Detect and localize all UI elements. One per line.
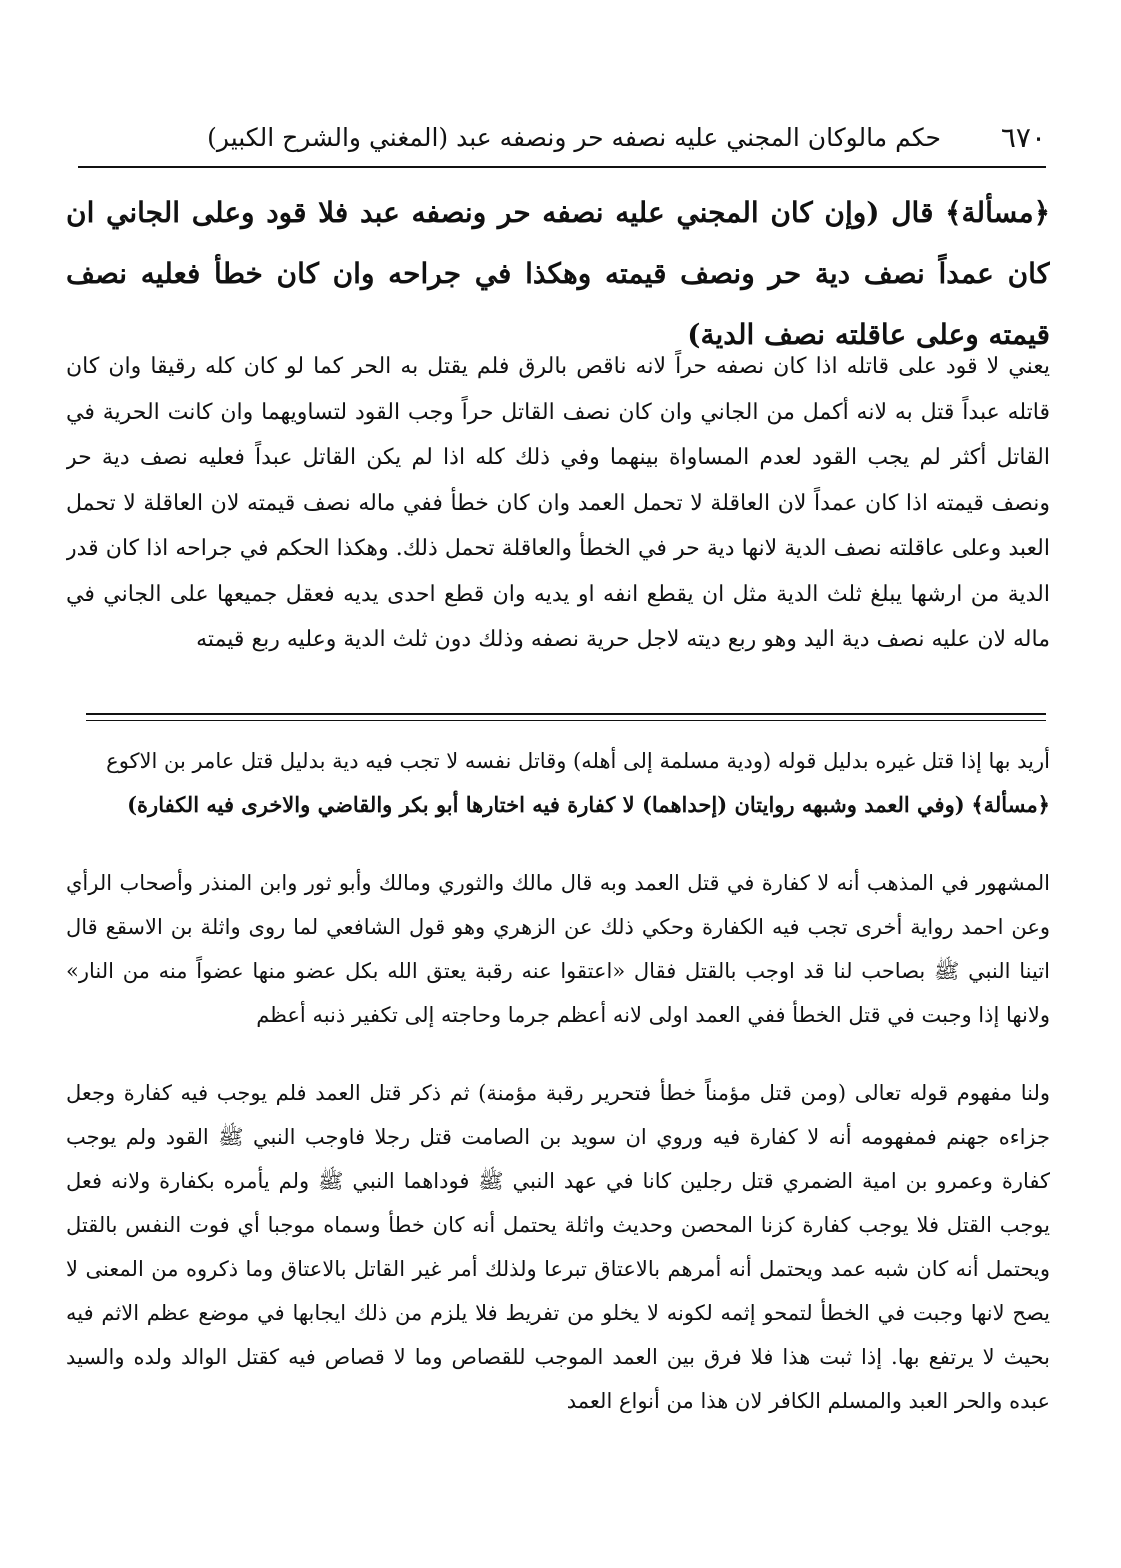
masala-paragraph (66, 182, 1050, 365)
footnote-paragraph-2-block (66, 861, 1050, 1081)
footnote-paragraph-3-block (66, 1071, 1050, 1445)
explanation-paragraph: يعني لا قود على قاتله اذا كان نصفه حراً لانه ناقص بالرق فلم يقتل به الحر كما لو كان كله رقيقا وان كان قاتله عبداً قتل به لانه أكمل من الجاني وان كان نصف القاتل حراً وجب القود لتساويهما وان كانت الحرية في القاتل أكثر لم يجب القود لعدم المساواة بينهما وفي ذلك كله اذا لم يكن القاتل عبداً فعليه نصف دية حر ونصف قيمته اذا كان عمداً لان العاقلة لا تحمل العمد وان كان خطأ ففي ماله نصف قيمته لان العاقلة لا تحمل العبد وعلى عاقلته نصف الدية لانها دية حر في الخطأ والعاقلة تحمل ذلك. وهكذا الحكم في جراحه اذا كان قدر الدية من ارشها يبلغ ثلث الدية مثل ان يقطع انفه او يديه وان قطع احدى يديه فعقل جميعها على الجاني في ماله لان عليه نصف دية اليد وهو ربع ديته لاجل حرية نصفه وذلك دون ثلث الدية وعليه ربع قيمته (66, 354, 1050, 652)
page-number: ٦٧٠ (1000, 121, 1046, 154)
footnote-intro-text: أريد بها إذا قتل غيره بدليل قوله (ودية مسلمة إلى أهله) وقاتل نفسه لا تجب فيه دية بدليل قتل عامر بن الاكوع (106, 749, 1050, 773)
footnote-intro-block (66, 739, 1050, 871)
footnote-paragraph-3: ولنا مفهوم قوله تعالى (ومن قتل مؤمناً خطأ فتحرير رقبة مؤمنة) ثم ذكر قتل العمد فلم يوجب فيه كفارة وجعل جزاءه جهنم فمفهومه أنه لا كفارة فيه وروي ان سويد بن الصامت قتل رجلا فاوجب النبي ﷺ القود ولم يوجب كفارة وعمرو بن امية الضمري قتل رجلين كانا في عهد النبي ﷺ فوداهما النبي ﷺ ولم يأمره بكفارة ولانه فعل يوجب القتل فلا يوجب كفارة كزنا المحصن وحديث واثلة يحتمل أنه كان خطأ وسماه موجبا أي فوت النفس بالقتل ويحتمل أنه كان شبه عمد ويحتمل أنه أمرهم بالاعتاق تبرعا ولذلك أمر غير القاتل بالاعتاق وما ذكروه من المعنى لا يصح لانها وجبت في الخطأ لتمحو إثمه لكونه لا يخلو من تفريط فلا يلزم من ذلك ايجابها في موضع عظم الاثم فيه بحيث لا يرتفع بها. إذا ثبت هذا فلا فرق بين العمد الموجب للقصاص وما لا قصاص فيه كقتل الوالد ولده والسيد عبده والحر العبد والمسلم الكافر لان هذا من أنواع العمد (66, 1081, 1050, 1413)
masala2-marker: ﴿مسألة﴾ (971, 792, 1050, 817)
masala-text: قال (وإن كان المجني عليه نصفه حر ونصفه عبد فلا قود وعلى الجاني ان كان عمداً نصف دية حر ونصف قيمته وهكذا في جراحه وان كان خطأ فعليه نصف قيمته وعلى عاقلته نصف الدية) (66, 196, 1050, 351)
masala-marker: ﴿مسألة﴾ (945, 196, 1050, 229)
footnote-separator (86, 713, 1046, 715)
masala2-text: (وفي العمد وشبهه روايتان (إحداهما) لا كفارة فيه اختارها أبو بكر والقاضي والاخرى فيه الكفارة) (127, 792, 965, 817)
masala-block (66, 182, 1050, 365)
header-rule (78, 166, 1046, 168)
running-title: حكم مالوكان المجني عليه نصفه حر ونصفه عبد (المغني والشرح الكبير) (207, 123, 941, 152)
footnote-intro-paragraph (66, 739, 1050, 871)
explanation-block (66, 344, 1050, 708)
page-header (78, 118, 1046, 158)
footnote-separator-thin (86, 720, 1046, 721)
footnote-paragraph-2: المشهور في المذهب أنه لا كفارة في قتل العمد وبه قال مالك والثوري ومالك وأبو ثور وابن المنذر وأصحاب الرأي وعن احمد رواية أخرى تجب فيه الكفارة وحكي ذلك عن الزهري وهو قول الشافعي لما روى واثلة بن الاسقع قال اتينا النبي ﷺ بصاحب لنا قد اوجب بالقتل فقال «اعتقوا عنه رقبة يعتق الله بكل عضو منها عضواً منه من النار» ولانها إذا وجبت في قتل الخطأ ففي العمد اولى لانه أعظم جرما وحاجته إلى تكفير ذنبه أعظم (66, 871, 1050, 1027)
